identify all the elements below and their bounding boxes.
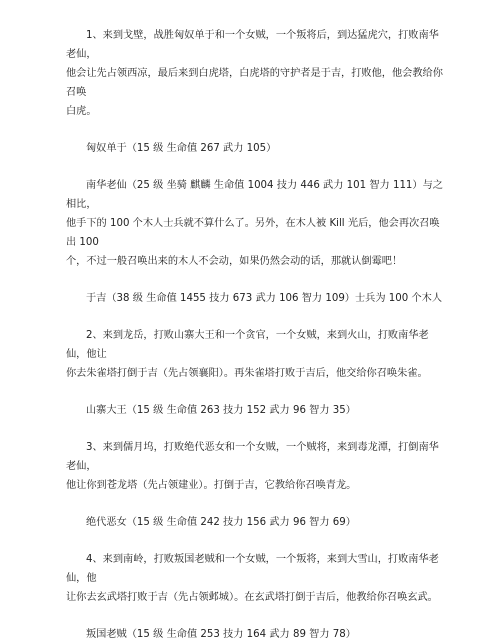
paragraph-4 [66, 550, 448, 607]
text-line: 他会让先占领西凉，最后来到白虎塔，白虎塔的守护者是于吉，打败他，他会教给你召唤 [66, 68, 443, 98]
stat-juedai-enu [66, 513, 448, 532]
text-line: 山寨大王（15 级 生命值 263 技力 152 武力 96 智力 35） [86, 405, 356, 416]
paragraph-3 [66, 438, 448, 495]
text-line: 4、来到南岭，打败叛国老贼和一个女贼，一个叛将，来到大雪山，打败南华老仙，他 [66, 554, 439, 584]
text-line: 叛国老贼（15 级 生命值 253 技力 164 武力 89 智力 78） [86, 629, 356, 640]
text-line: 绝代恶女（15 级 生命值 242 技力 156 武力 96 智力 69） [86, 517, 356, 528]
stat-shanzhai-dawang [66, 401, 448, 420]
text-line: 他手下的 100 个木人士兵就不算什么了。另外，在木人被 Kill 光后，他会再次召唤出 100 [66, 218, 440, 248]
text-line: 让你去玄武塔打败于吉（先占领邺城）。在玄武塔打倒于吉后，他教给你召唤玄武。 [66, 592, 438, 603]
text-line: 个，不过一般召唤出来的木人不会动，如果仍然会动的话，那就认倒霉吧！ [66, 256, 403, 267]
text-line: 白虎。 [66, 106, 97, 117]
stat-xiongnu-chanyu [66, 139, 448, 158]
text-line: 匈奴单于（15 级 生命值 267 武力 105） [86, 143, 277, 154]
text-line: 3、来到儒月坞，打败绝代恶女和一个女贼，一个贼将，来到毒龙潭，打倒南华老仙， [66, 442, 439, 472]
stat-nanhua-laoxian [66, 176, 448, 271]
stat-yuji [66, 289, 448, 308]
text-line: 他让你到苍龙塔（先占领建业）。打倒于吉，它教给你召唤青龙。 [66, 480, 357, 491]
text-line: 2、来到龙岳，打败山寨大王和一个贪官，一个女贼，来到火山，打败南华老仙，他让 [66, 330, 429, 360]
paragraph-2 [66, 326, 448, 383]
paragraph-1 [66, 26, 448, 121]
text-line: 于吉（38 级 生命值 1455 技力 673 武力 106 智力 109）士兵为 100 个木人 [86, 293, 443, 304]
text-line: 1、来到戈壁，战胜匈奴单于和一个女贼，一个叛将后，到达猛虎穴，打败南华老仙， [66, 30, 439, 60]
stat-panguo-laozei [66, 625, 448, 644]
text-line: 你去朱雀塔打倒于吉（先占领襄阳）。再朱雀塔打败于吉后，他交给你召唤朱雀。 [66, 368, 428, 379]
text-line: 南华老仙（25 级 坐骑 麒麟 生命值 1004 技力 446 武力 101 智力 111）与之相比， [66, 180, 443, 210]
